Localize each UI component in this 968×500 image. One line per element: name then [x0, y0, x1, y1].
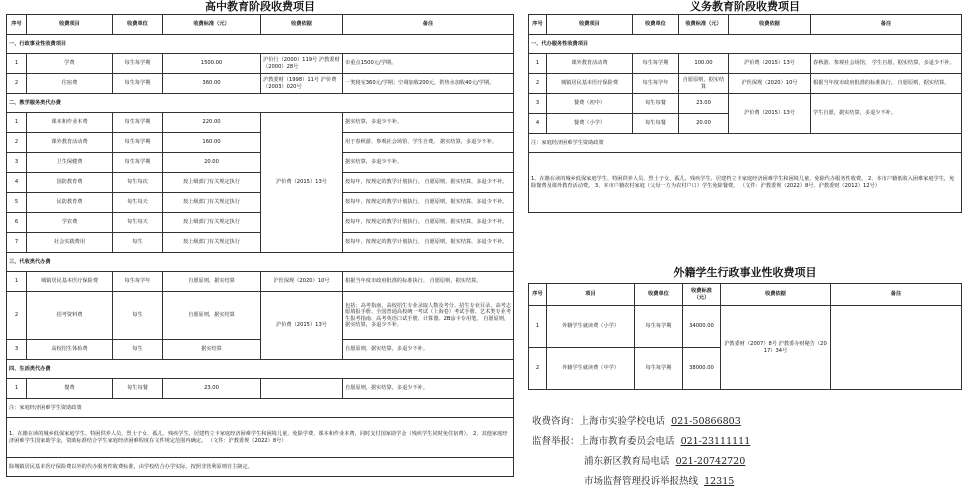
table-row: 1 学费 每生每学期 1500.00 沪价行（2000）119号 沪教委财（2000）28号 市重点1500元/学期。 — [7, 54, 514, 74]
contact-info — [532, 412, 962, 492]
table-header-row — [7, 15, 514, 35]
table-header-row — [529, 15, 962, 35]
header-cell: 收费标准（元） — [683, 284, 721, 306]
table-row: 3 卫生保健费 每生每学期 20.00 据实结算，多退少不补。 — [7, 153, 514, 173]
section-heading: 一、行政事业性收费项目 — [7, 35, 514, 54]
header-cell: 收费标准（元） — [679, 15, 729, 35]
policy-heading: 注：家庭经济困难学生资助政策 — [529, 134, 962, 153]
table-row: 4 餐费（小学） 每生每餐 20.00 — [529, 114, 962, 134]
header-cell: 收费单位 — [633, 15, 679, 35]
header-cell: 收费标准（元） — [163, 15, 261, 35]
table-row: 1 城镇居民基本医疗保险费 每生每学年 自愿原则，据实结算 沪医保规（2020）10号 根据当年度市政府批准的标准执行。 自愿原则，据实结算。 — [7, 272, 514, 292]
phone-number: 021-50866803 — [671, 416, 741, 427]
foreign-fee-table — [528, 283, 962, 390]
table-row: 7 社会实践费用 每生 按上级部门有关规定执行 按每年，按规定的教学计划执行。 自愿原则，据实结算，多退少不补。 — [7, 233, 514, 253]
compulsory-panel — [528, 0, 962, 213]
table-row: 2 住宿费 每生每学期 360.00 沪教委财（1998）11号 沪价费（2003）020号 一类寝室360元/学期；空调加收200元，供热水加收40元/学期。 — [7, 74, 514, 94]
contact-line: 监督举报：上海市教育委员会电话 021-23111111 — [532, 436, 751, 447]
section-heading: 四、生活类代办费 — [7, 360, 514, 379]
table-row: 3 餐费（初中） 每生每餐 23.00 沪价费（2015）13号 学生自愿，据实结算，多退少不补。 — [529, 94, 962, 114]
compulsory-fee-table — [528, 14, 962, 213]
high-school-title: 高中教育阶段收费项目 — [205, 0, 315, 13]
table-row: 1 课本和作业本费 每生每学期 220.00 沪价费（2015）13号 据实结算，多退少不补。 — [7, 113, 514, 133]
compulsory-title: 义务教育阶段收费项目 — [690, 0, 800, 13]
header-cell: 备注 — [343, 15, 514, 35]
header-cell: 收费项目 — [27, 15, 113, 35]
header-cell: 备注 — [811, 15, 962, 35]
table-row: 2 城镇居民基本医疗保险费 每生每学年 自愿原则，据实结算 沪医保规（2020）10号 根据当年度市政府批准的标准执行。 自愿原则，据实结算。 — [529, 74, 962, 94]
section-heading: 一、代办服务性收费项目 — [529, 35, 962, 54]
table-row: 4 国防教育费 每生每次 按上级部门有关规定执行 按每年，按规定的教学计划执行。 自愿原则，据实结算，多退少不补。 — [7, 173, 514, 193]
header-cell: 收费依据 — [721, 284, 831, 306]
header-cell: 收费项目 — [547, 15, 633, 35]
policy-notes: 1、在籍在读的城乡低保家庭学生、特困供养人员、烈士子女、孤儿、残疾学生、居建档立卡家庭经济困难学生和困境儿童，免除学费、课本和作业本费，同时支付国家助学金（残疾学生同时免住宿费）。 2、其他家庭经济困难学生国家助学金，资助标准结合学生家庭经济困难程度在文件规定范围内确定。 （文件：沪教委规（2022）8号） — [7, 418, 514, 458]
table-row: 2 课外教育活动费 每生每学期 160.00 用于春秋游、参观社会场馆、学生自费。 据实结算，多退少不补。 — [7, 133, 514, 153]
header-cell: 收费依据 — [729, 15, 811, 35]
table-row: 1 餐费 每生每餐 23.00 自愿原则，据实结算，多退少不补。 — [7, 379, 514, 399]
phone-number: 12315 — [704, 476, 735, 487]
table-row: 1 外籍学生就读费（小学） 每生每学期 34000.00 沪教委财（2007）8号 沪教委办财秘告（2017）34号 — [529, 306, 962, 348]
table-header-row — [529, 284, 962, 306]
table-row: 2 招考资料费 每生 自愿原则，据实结算 沪价费（2015）13号 包括：高考指南、高校招生专业录取人数及考分、招生专业目录、高考志愿填报手册、全国普通高校统一考试（上海卷）考试手册、艺术类专业考生报考指南、高考英语口试手册、计算器、2B涂卡专用笔。 自愿原则，据实结算，多退少不补。 — [7, 292, 514, 340]
contact-line: 浦东新区教育局电话 021-20742720 — [584, 456, 746, 467]
header-cell: 收费单位 — [113, 15, 163, 35]
foreign-panel — [528, 263, 962, 390]
header-cell: 收费单位 — [635, 284, 683, 306]
section-heading: 二、教学服务类代办费 — [7, 94, 514, 113]
basis-cell: 沪价费（2015）13号 — [261, 113, 343, 253]
table-row: 6 学农费 每生每天 按上级部门有关规定执行 按每年，按规定的教学计划执行。 自愿原则，据实结算，多退少不补。 — [7, 213, 514, 233]
high-school-fee-table — [6, 14, 514, 477]
policy-notes: 1、在籍在读的城乡低保家庭学生、特困供养人员、烈士子女、孤儿、残疾学生、居建档立卡家庭经济困难学生和困境儿童，免除代办服务性收费。 2、本市户籍低收入困难家庭学生，免除餐费及课外教育活动费。 3、本市户籍农村家庭（父母一方为农村户口）学生免除餐费。 （文件：沪教委规（2022）8号、沪教委财（2012）12号） — [529, 153, 962, 213]
table-row: 1 课外教育活动费 每生每学期 100.00 沪价费（2015）13号 春秋游、参观社会场馆， 学生自愿，据实结算，多退少不补。 — [529, 54, 962, 74]
header-cell: 序号 — [529, 15, 547, 35]
high-school-panel — [6, 0, 514, 477]
header-cell: 项目 — [547, 284, 635, 306]
footer-note: 除城镇居民基本医疗保险费以外的代办服务性收费标准，由学校结合办学实际，按照非营利原则自主制定。 — [7, 458, 514, 477]
header-cell: 备注 — [831, 284, 962, 306]
phone-number: 021-23111111 — [680, 436, 751, 447]
header-cell: 序号 — [529, 284, 547, 306]
section-heading: 三、代收类代办费 — [7, 253, 514, 272]
basis-cell: 沪教委财（2007）8号 沪教委办财秘告（2017）34号 — [721, 306, 831, 390]
header-cell: 收费依据 — [261, 15, 343, 35]
contact-line: 收费咨询：上海市实验学校电话 021-50866803 — [532, 416, 741, 427]
policy-heading: 注：家庭经济困难学生资助政策 — [7, 399, 514, 418]
contact-line: 市场监督管理投诉举报热线 12315 — [584, 476, 735, 487]
phone-number: 021-20742720 — [675, 456, 746, 467]
table-row: 5 民防教育费 每生每天 按上级部门有关规定执行 按每年，按规定的教学计划执行。 自愿原则，据实结算，多退少不补。 — [7, 193, 514, 213]
foreign-title: 外籍学生行政事业性收费项目 — [673, 266, 817, 279]
table-row: 2 外籍学生就读费（中学） 每生每学期 38000.00 — [529, 348, 962, 390]
header-cell: 序号 — [7, 15, 27, 35]
table-row: 3 高校招生体检费 每生 据实结算 自愿原则，据实结算，多退少不补。 — [7, 340, 514, 360]
